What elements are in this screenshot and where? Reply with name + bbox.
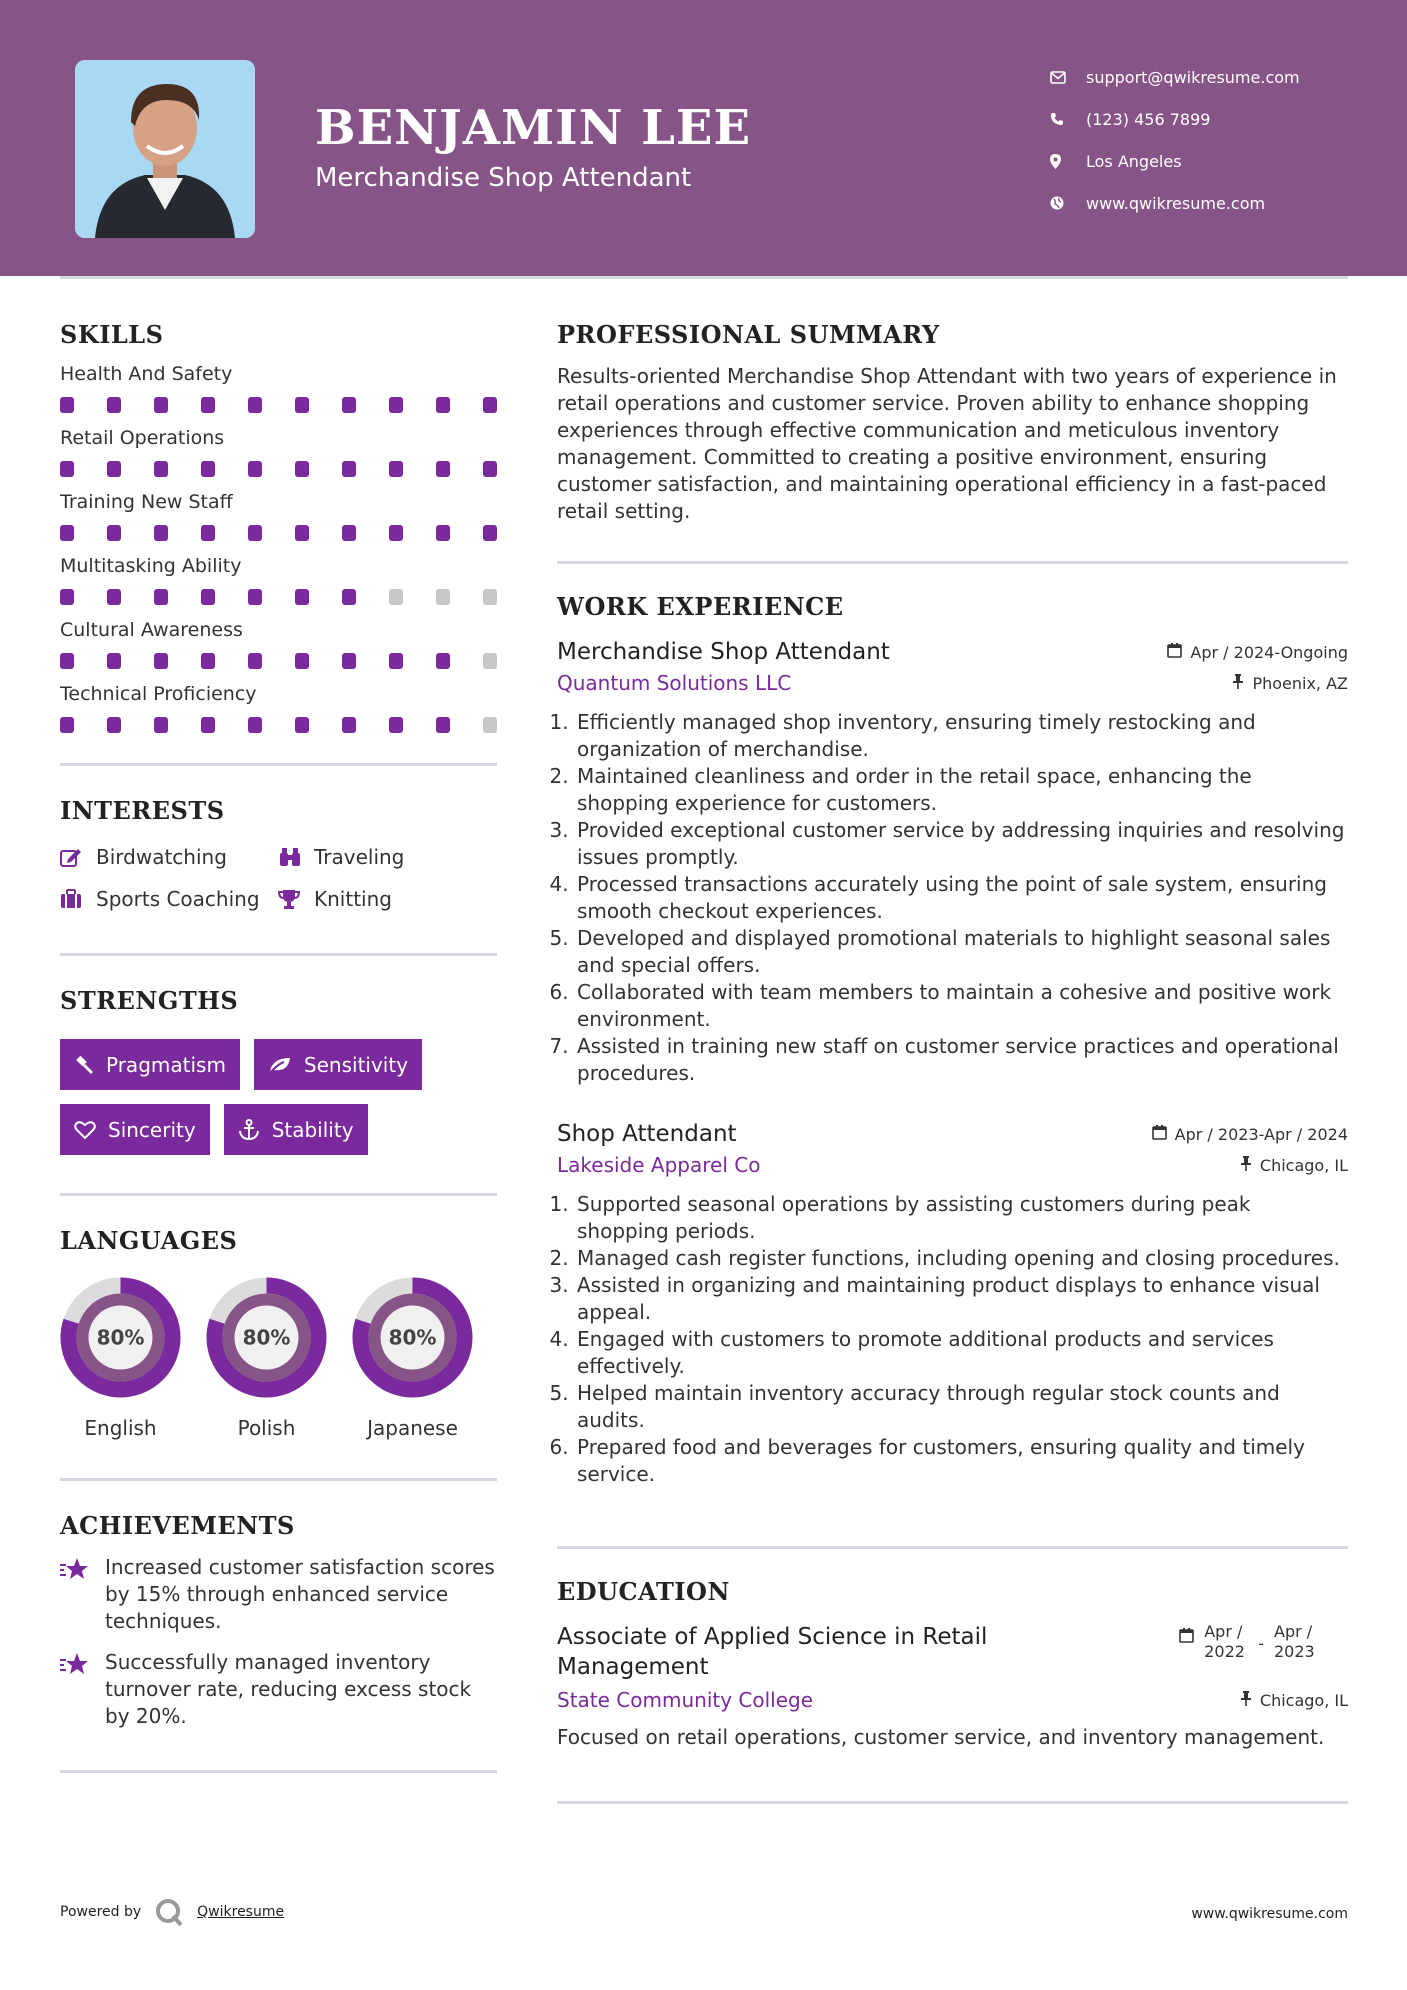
qwikresume-logo-icon bbox=[155, 1898, 183, 1926]
skills-list bbox=[60, 363, 497, 733]
skill-name: Technical Proficiency bbox=[60, 683, 257, 705]
heart-icon bbox=[74, 1120, 96, 1140]
company-name: Lakeside Apparel Co bbox=[557, 1153, 761, 1177]
skill-dot-filled bbox=[295, 589, 309, 605]
section-divider bbox=[557, 561, 1348, 564]
language-ring bbox=[206, 1277, 327, 1398]
company-name: Quantum Solutions LLC bbox=[557, 671, 792, 695]
contact-location bbox=[1050, 140, 1300, 182]
skill-dot-filled bbox=[60, 589, 74, 605]
achievement-text: Successfully managed inventory turnover rate, reducing excess stock by 20%. bbox=[105, 1650, 472, 1728]
achievements-heading: ACHIEVEMENTS bbox=[60, 1511, 295, 1540]
powered-by-text: Powered by bbox=[60, 1904, 142, 1920]
profile-photo bbox=[75, 60, 255, 238]
language-ring bbox=[60, 1277, 181, 1398]
briefcase-icon bbox=[60, 889, 96, 909]
job-entry bbox=[557, 639, 1348, 1087]
degree-name: Associate of Applied Science in Retail Management bbox=[557, 1624, 988, 1680]
contact-phone-text: (123) 456 7899 bbox=[1086, 109, 1211, 129]
skill-dot-filled bbox=[154, 461, 168, 477]
duty-item: 2. Maintained cleanliness and order in the retail space, enhancing the shopping experience for customers. bbox=[575, 763, 1348, 817]
leaf-icon bbox=[268, 1056, 292, 1074]
right-column bbox=[557, 320, 1348, 1804]
skill-dot-filled bbox=[389, 717, 403, 733]
experience-section bbox=[557, 592, 1348, 1488]
duty-item: 6. Collaborated with team members to maintain a cohesive and positive work environment. bbox=[575, 979, 1348, 1033]
education-description: Focused on retail operations, customer service, and inventory management. bbox=[557, 1725, 1325, 1749]
skill-dot-filled bbox=[389, 653, 403, 669]
section-divider bbox=[60, 763, 497, 766]
duty-item: 5. Helped maintain inventory accuracy through regular stock counts and audits. bbox=[575, 1380, 1348, 1434]
education-dates bbox=[1179, 1622, 1318, 1662]
skill-dot-empty bbox=[436, 589, 450, 605]
skill-dot-filled bbox=[436, 717, 450, 733]
skill-dot-filled bbox=[295, 653, 309, 669]
header-divider bbox=[60, 276, 1348, 279]
job-location-text: Chicago, IL bbox=[1259, 1155, 1348, 1175]
skill-dot-filled bbox=[201, 397, 215, 413]
footer-powered-by bbox=[60, 1898, 284, 1926]
section-divider bbox=[60, 1478, 497, 1481]
school-location-text: Chicago, IL bbox=[1259, 1690, 1348, 1710]
contact-location-text: Los Angeles bbox=[1086, 151, 1182, 171]
strength-badge bbox=[254, 1039, 422, 1090]
contact-email[interactable] bbox=[1050, 56, 1300, 98]
skill-dot-filled bbox=[483, 397, 497, 413]
skill-level-dots bbox=[60, 461, 497, 477]
strength-label: Sincerity bbox=[108, 1117, 196, 1142]
skill-dot-filled bbox=[107, 525, 121, 541]
job-duties bbox=[557, 1191, 1348, 1488]
strengths-heading: STRENGTHS bbox=[60, 986, 239, 1015]
globe-icon bbox=[1050, 196, 1086, 210]
strength-label: Pragmatism bbox=[106, 1052, 226, 1077]
star-badge-icon bbox=[60, 1554, 105, 1635]
contact-email-text: support@qwikresume.com bbox=[1086, 67, 1300, 87]
school-location bbox=[1240, 1691, 1348, 1710]
skills-section bbox=[60, 320, 497, 733]
skill-dot-filled bbox=[248, 397, 262, 413]
skill-level-dots bbox=[60, 717, 497, 733]
language-name: English bbox=[84, 1416, 157, 1440]
contact-website[interactable] bbox=[1050, 182, 1300, 224]
contact-website-text: www.qwikresume.com bbox=[1086, 193, 1266, 213]
language-name: Polish bbox=[237, 1416, 296, 1440]
duty-item: 2. Managed cash register functions, including opening and closing procedures. bbox=[575, 1245, 1348, 1272]
qwikresume-link[interactable]: Qwikresume bbox=[197, 1904, 285, 1920]
skill-item bbox=[60, 427, 497, 477]
section-divider bbox=[60, 1770, 497, 1773]
strengths-section bbox=[60, 986, 497, 1155]
envelope-icon bbox=[1050, 71, 1086, 84]
job-dates bbox=[1152, 1125, 1348, 1144]
interest-item bbox=[60, 845, 278, 869]
pushpin-icon bbox=[1240, 1691, 1252, 1710]
section-divider bbox=[60, 1193, 497, 1196]
skill-dot-filled bbox=[436, 397, 450, 413]
language-item bbox=[206, 1277, 327, 1440]
job-entry bbox=[557, 1121, 1348, 1488]
skill-dot-filled bbox=[295, 461, 309, 477]
skill-item bbox=[60, 363, 497, 413]
school-name: State Community College bbox=[557, 1688, 814, 1712]
skill-level-dots bbox=[60, 653, 497, 669]
interests-heading: INTERESTS bbox=[60, 796, 225, 825]
interest-item bbox=[60, 887, 278, 911]
skill-item bbox=[60, 491, 497, 541]
skill-dot-filled bbox=[107, 589, 121, 605]
skill-dot-filled bbox=[342, 717, 356, 733]
skill-dot-filled bbox=[201, 717, 215, 733]
calendar-icon bbox=[1167, 643, 1182, 662]
strengths-list bbox=[60, 1039, 497, 1155]
languages-section bbox=[60, 1226, 497, 1440]
resume-header bbox=[0, 0, 1407, 276]
duty-item: 3. Provided exceptional customer service by addressing inquiries and resolving issues promptly. bbox=[575, 817, 1348, 871]
skill-dot-filled bbox=[154, 397, 168, 413]
interests-list bbox=[60, 845, 497, 911]
skill-name: Multitasking Ability bbox=[60, 555, 242, 577]
job-dates-text: Apr / 2023-Apr / 2024 bbox=[1174, 1124, 1348, 1144]
skill-dot-filled bbox=[248, 461, 262, 477]
skill-level-dots bbox=[60, 589, 497, 605]
skill-dot-filled bbox=[60, 461, 74, 477]
skill-name: Training New Staff bbox=[60, 491, 233, 513]
anchor-icon bbox=[238, 1119, 260, 1141]
skill-dot-filled bbox=[342, 397, 356, 413]
section-divider bbox=[557, 1546, 1348, 1549]
section-divider bbox=[60, 953, 497, 956]
skill-dot-empty bbox=[483, 717, 497, 733]
candidate-title: Merchandise Shop Attendant bbox=[315, 163, 692, 193]
skill-dot-filled bbox=[248, 653, 262, 669]
skill-dot-empty bbox=[483, 589, 497, 605]
language-percent: 80% bbox=[96, 1325, 145, 1350]
calendar-icon bbox=[1179, 1622, 1194, 1647]
skill-dot-filled bbox=[389, 461, 403, 477]
candidate-name: BENJAMIN LEE bbox=[315, 100, 752, 156]
skill-dot-filled bbox=[436, 653, 450, 669]
languages-list bbox=[60, 1277, 497, 1440]
skill-dot-empty bbox=[483, 653, 497, 669]
skill-dot-filled bbox=[201, 525, 215, 541]
strength-badge bbox=[224, 1104, 368, 1155]
skill-dot-filled bbox=[154, 525, 168, 541]
education-heading: EDUCATION bbox=[557, 1577, 730, 1606]
skill-item bbox=[60, 683, 497, 733]
section-divider bbox=[557, 1801, 1348, 1804]
skill-dot-filled bbox=[201, 589, 215, 605]
language-ring bbox=[352, 1277, 473, 1398]
footer-website[interactable]: www.qwikresume.com bbox=[1191, 1906, 1348, 1922]
achievements-section bbox=[60, 1511, 497, 1730]
pushpin-icon bbox=[1232, 674, 1244, 693]
strength-label: Stability bbox=[271, 1117, 354, 1142]
skill-name: Health And Safety bbox=[60, 363, 233, 385]
language-percent: 80% bbox=[242, 1325, 291, 1350]
language-percent: 80% bbox=[388, 1325, 437, 1350]
binoculars-icon bbox=[278, 847, 314, 867]
skill-dot-filled bbox=[295, 397, 309, 413]
language-item bbox=[60, 1277, 181, 1440]
skill-dot-filled bbox=[201, 461, 215, 477]
duty-item: 4. Processed transactions accurately using the point of sale system, ensuring smooth checkout experiences. bbox=[575, 871, 1348, 925]
duty-item: 1. Efficiently managed shop inventory, ensuring timely restocking and organization of merchandise. bbox=[575, 709, 1348, 763]
strength-badge bbox=[60, 1039, 240, 1090]
education-end: Apr / 2023 bbox=[1274, 1622, 1315, 1661]
person-portrait-icon bbox=[75, 60, 255, 238]
skills-heading: SKILLS bbox=[60, 320, 164, 349]
pushpin-icon bbox=[1240, 1156, 1252, 1175]
skill-dot-filled bbox=[342, 653, 356, 669]
job-dates-text: Apr / 2024-Ongoing bbox=[1190, 642, 1348, 662]
skill-dot-filled bbox=[342, 525, 356, 541]
job-role: Shop Attendant bbox=[557, 1121, 737, 1147]
strength-label: Sensitivity bbox=[303, 1052, 409, 1077]
skill-dot-filled bbox=[107, 653, 121, 669]
skill-item bbox=[60, 619, 497, 669]
left-column bbox=[60, 320, 497, 1773]
language-name: Japanese bbox=[367, 1416, 458, 1440]
skill-dot-filled bbox=[248, 589, 262, 605]
skill-dot-filled bbox=[483, 461, 497, 477]
skill-dot-filled bbox=[154, 653, 168, 669]
job-location-text: Phoenix, AZ bbox=[1252, 673, 1348, 693]
duty-item: 4. Engaged with customers to promote additional products and services effectively. bbox=[575, 1326, 1348, 1380]
achievement-item bbox=[60, 1554, 497, 1635]
interest-item bbox=[278, 845, 497, 869]
skill-dot-filled bbox=[342, 461, 356, 477]
calendar-icon bbox=[1152, 1125, 1167, 1144]
location-pin-icon bbox=[1050, 154, 1086, 169]
interest-label: Birdwatching bbox=[96, 845, 227, 869]
job-location bbox=[1240, 1156, 1348, 1175]
summary-heading: PROFESSIONAL SUMMARY bbox=[557, 320, 940, 349]
summary-text: Results-oriented Merchandise Shop Attendant with two years of experience in retail operations and customer service. Proven ability to enhance shopping experiences through effective communication and meticulous inventory management. Committed to creating a positive environment, ensuring customer satisfaction, and maintaining operational efficiency in a fast-paced retail setting. bbox=[557, 364, 1337, 523]
skill-dot-filled bbox=[154, 589, 168, 605]
skill-dot-empty bbox=[389, 589, 403, 605]
skill-dot-filled bbox=[342, 589, 356, 605]
interest-label: Traveling bbox=[314, 845, 405, 869]
phone-icon bbox=[1050, 112, 1086, 126]
skill-dot-filled bbox=[436, 461, 450, 477]
trophy-icon bbox=[278, 889, 314, 909]
experience-heading: WORK EXPERIENCE bbox=[557, 592, 844, 621]
contact-list bbox=[1050, 56, 1300, 224]
skill-dot-filled bbox=[107, 461, 121, 477]
skill-level-dots bbox=[60, 397, 497, 413]
duty-item: 3. Assisted in organizing and maintaining product displays to enhance visual appeal. bbox=[575, 1272, 1348, 1326]
pencil-square-icon bbox=[60, 847, 96, 867]
skill-dot-filled bbox=[248, 717, 262, 733]
skill-dot-filled bbox=[248, 525, 262, 541]
interest-label: Sports Coaching bbox=[96, 887, 260, 911]
language-item bbox=[352, 1277, 473, 1440]
job-duties bbox=[557, 709, 1348, 1087]
interests-section bbox=[60, 796, 497, 911]
duty-item: 1. Supported seasonal operations by assisting customers during peak shopping periods. bbox=[575, 1191, 1348, 1245]
skill-dot-filled bbox=[107, 717, 121, 733]
skill-dot-filled bbox=[60, 653, 74, 669]
skill-dot-filled bbox=[201, 653, 215, 669]
interest-item bbox=[278, 887, 497, 911]
skill-level-dots bbox=[60, 525, 497, 541]
skill-dot-filled bbox=[107, 397, 121, 413]
skill-dot-filled bbox=[60, 525, 74, 541]
skill-dot-filled bbox=[483, 525, 497, 541]
skill-dot-filled bbox=[389, 525, 403, 541]
skill-item bbox=[60, 555, 497, 605]
contact-phone[interactable] bbox=[1050, 98, 1300, 140]
star-badge-icon bbox=[60, 1649, 105, 1730]
skill-dot-filled bbox=[60, 397, 74, 413]
duty-item: 6. Prepared food and beverages for customers, ensuring quality and timely service. bbox=[575, 1434, 1348, 1488]
achievement-item bbox=[60, 1649, 497, 1730]
skill-dot-filled bbox=[295, 525, 309, 541]
strength-badge bbox=[60, 1104, 210, 1155]
duty-item: 5. Developed and displayed promotional materials to highlight seasonal sales and special offers. bbox=[575, 925, 1348, 979]
gavel-icon bbox=[74, 1055, 94, 1075]
job-dates bbox=[1167, 643, 1348, 662]
summary-section bbox=[557, 320, 1348, 525]
job-role: Merchandise Shop Attendant bbox=[557, 639, 890, 665]
languages-heading: LANGUAGES bbox=[60, 1226, 238, 1255]
job-location bbox=[1232, 674, 1348, 693]
education-start: Apr / 2022 bbox=[1204, 1622, 1245, 1661]
skill-dot-filled bbox=[295, 717, 309, 733]
skill-name: Cultural Awareness bbox=[60, 619, 243, 641]
duty-item: 7. Assisted in training new staff on customer service practices and operational procedures. bbox=[575, 1033, 1348, 1087]
education-date-separator: - bbox=[1258, 1634, 1264, 1653]
skill-dot-filled bbox=[389, 397, 403, 413]
achievement-text: Increased customer satisfaction scores by 15% through enhanced service techniques. bbox=[105, 1555, 495, 1633]
interest-label: Knitting bbox=[314, 887, 392, 911]
skill-dot-filled bbox=[436, 525, 450, 541]
education-section bbox=[557, 1577, 1348, 1751]
skill-name: Retail Operations bbox=[60, 427, 225, 449]
skill-dot-filled bbox=[154, 717, 168, 733]
skill-dot-filled bbox=[60, 717, 74, 733]
